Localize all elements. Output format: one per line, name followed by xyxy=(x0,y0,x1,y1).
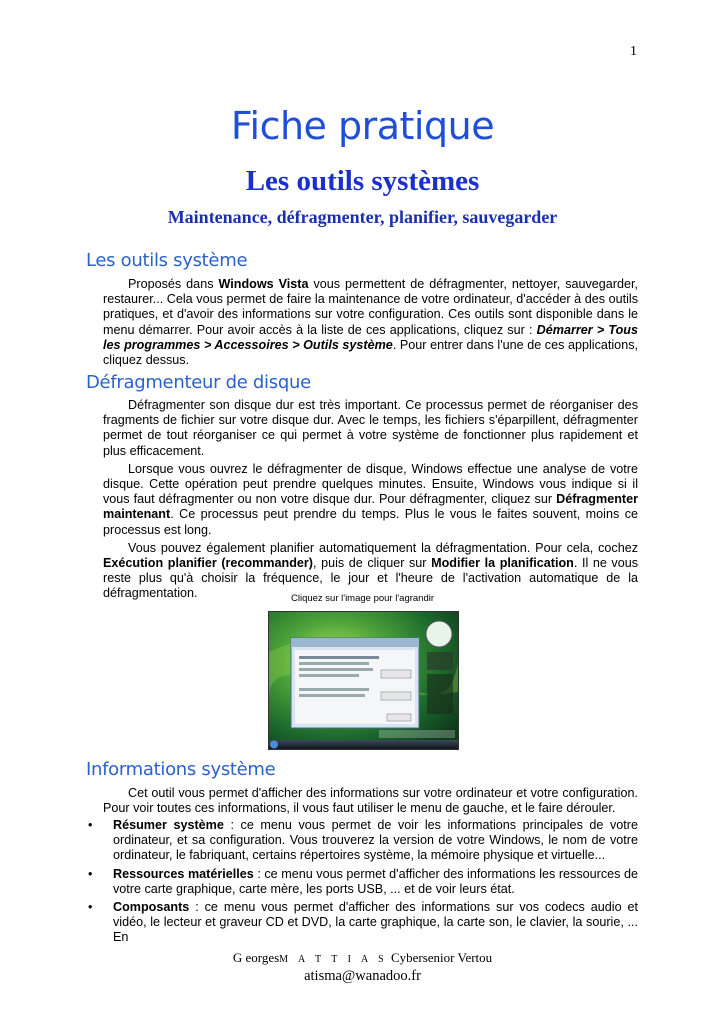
screenshot-thumbnail[interactable] xyxy=(268,611,459,750)
page-tagline: Maintenance, défragmenter, planifier, sauvegarder xyxy=(167,207,558,227)
list-item: • Résumer système : ce menu vous permet de voir les informations principales de votre ordinateur, et sa configuration. Vous trouverez la version de votre Windows, le nom de votre ordinateur, le fabriquant, certains répertoires système, la mémoire physique et virtuelle... xyxy=(88,818,639,863)
vista-desktop-image xyxy=(269,612,458,749)
section-infos-body xyxy=(103,786,638,816)
section-heading-defrag: Défragmenteur de disque xyxy=(86,372,311,393)
menu-path: Démarrer > Tous les programmes > Accessoires > Outils système xyxy=(103,322,638,352)
footer-email[interactable]: atisma@wanadoo.fr xyxy=(304,968,421,984)
bullet-list xyxy=(86,818,638,949)
list-item: • Composants : ce menu vous permet d'afficher des informations sur vos codecs audio et vidéo, le lecteur et graveur CD et DVD, la carte graphique, la carte son, le clavier, la sourie, ... En xyxy=(88,900,638,945)
page-number: 1 xyxy=(630,44,637,59)
paragraph: Lorsque vous ouvrez le défragmenter de disque, Windows effectue une analyse de votre disque. Cette opération peut prendre quelques minutes. Ensuite, Windows vous indique si il vous faut défragmenter ou non votre disque dur. Pour défragmenter, cliquez sur Défragmenter maintenant. Ce processus peut prendre du temps. Plus le vous le faites souvent, moins ce processus est long. xyxy=(103,461,638,537)
paragraph: Proposés dans Windows Vista vous permettent de défragmenter, nettoyer, sauvegarder, restaurer... Cela vous permet de faire la maintenance de votre ordinateur, d'accéder à des outils pratiques, et d'avoir des informations sur votre configuration. Ces outils sont disponible dans le menu démarrer. Pour avoir accès à la liste de ces applications, cliquez sur : Démarrer > Tous les programmes > Accessoires > Outils système. Pour entrer dans l'une de ces applications, cliquez dessus. xyxy=(103,277,639,368)
footer-author: G eorgesM A T T I A S Cybersenior Vertou xyxy=(232,950,493,965)
image-caption: Cliquez sur l'image pour l'agrandir xyxy=(290,593,435,604)
paragraph: Cet outil vous permet d'afficher des informations sur votre ordinateur et votre configuration. Pour voir toutes ces informations, il vous faut utiliser le menu de gauche, et le faire dérouler. xyxy=(103,786,638,816)
bullet-icon: • xyxy=(88,866,93,881)
bullet-icon: • xyxy=(88,818,93,832)
section-heading-infos: Informations système xyxy=(86,759,276,780)
bullet-icon: • xyxy=(88,900,93,915)
paragraph: Défragmenter son disque dur est très important. Ce processus permet de réorganiser des fragments de fichier sur votre disque dur. Avec le temps, les fichiers s'éparpillent, défragmenter permet de tout réorganiser ce qui permet à votre système de fonctionner plus rapidement et plus efficacement. xyxy=(103,398,638,458)
page-title: Fiche pratique xyxy=(230,104,495,148)
section-outils-body xyxy=(103,277,638,368)
list-item: • Ressources matérielles : ce menu vous permet d'afficher des informations les ressources de votre carte graphique, carte mère, les ports USB, ... et de voir leurs état. xyxy=(88,866,638,896)
paragraph: Vous pouvez également planifier automatiquement la défragmentation. Pour cela, cochez Exécution planifier (recommander), puis de cliquer sur Modifier la planification. Il ne vous reste plus qu'à choisir la fréquence, le jour et l'heure de l'activation automatique de la défragmentation. xyxy=(103,540,639,601)
section-defrag-body xyxy=(103,398,638,602)
page-subtitle: Les outils systèmes xyxy=(245,165,480,197)
section-heading-outils: Les outils système xyxy=(86,250,248,271)
